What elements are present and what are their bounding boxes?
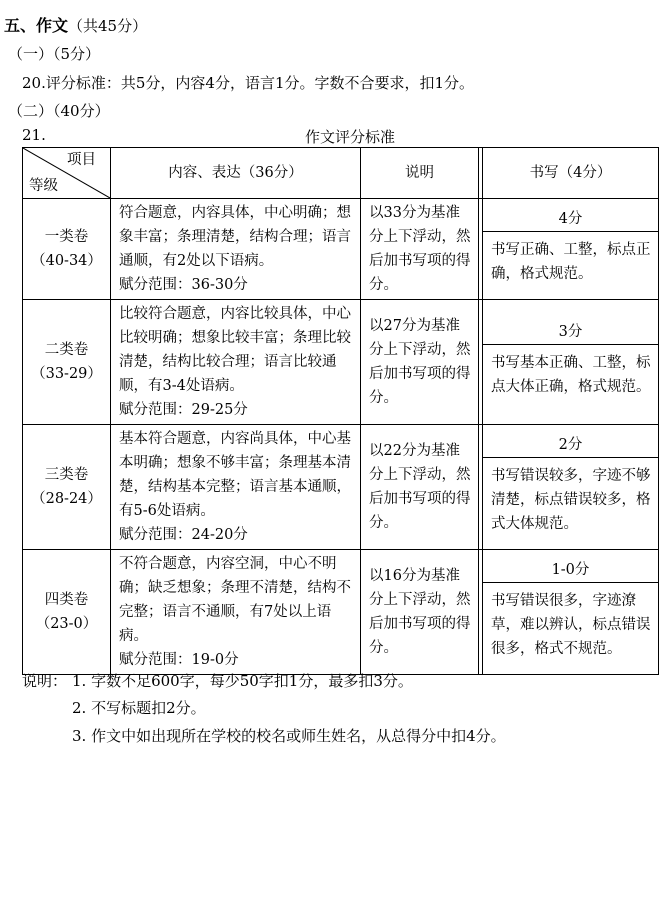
writing-cell xyxy=(483,550,659,675)
grade-name: 三类卷 xyxy=(44,467,89,483)
content-cell xyxy=(111,199,361,300)
grade-name: 二类卷 xyxy=(44,342,89,358)
grade-range: （23-0） xyxy=(35,616,98,632)
writing-cell xyxy=(483,425,659,550)
note-item: 2. 不写标题扣2分。 xyxy=(72,699,206,717)
grade-range: （28-24） xyxy=(31,491,102,507)
writing-desc: 书写错误很多，字迹潦草，难以辨认，标点错误很多，格式不规范。 xyxy=(491,592,651,657)
section-title: 五、作文 xyxy=(4,16,69,35)
header-writing: 书写（4分） xyxy=(483,148,659,199)
content-score: 赋分范围：24-20分 xyxy=(119,527,248,543)
content-score: 赋分范围：36-30分 xyxy=(119,277,248,293)
content-cell xyxy=(111,300,361,425)
writing-desc: 书写基本正确、工整，标点大体正确，格式规范。 xyxy=(491,354,651,395)
part1-label: （一）（5分） xyxy=(8,45,101,63)
writing-cell xyxy=(483,199,659,300)
grade-range: （40-34） xyxy=(31,253,102,269)
table-title: 作文评分标准 xyxy=(305,128,396,146)
part1-item: 20.评分标准：共5分，内容4分，语言1分。字数不合要求，扣1分。 xyxy=(22,74,475,92)
grade-range: （33-29） xyxy=(31,366,102,382)
content-score: 赋分范围：29-25分 xyxy=(119,402,248,418)
rubric-table xyxy=(22,147,659,675)
content-score: 赋分范围：19-0分 xyxy=(119,652,239,668)
content-text: 比较符合题意，内容比较具体，中心比较明确；想象比较丰富；条理比较清楚，结构比较合理；语言比较通顺，有3-4处语病。 xyxy=(119,306,351,394)
writing-score: 4分 xyxy=(483,207,658,232)
section-heading xyxy=(4,13,147,36)
table-header-row xyxy=(23,148,659,199)
table-row xyxy=(23,199,659,300)
writing-cell xyxy=(483,300,659,425)
writing-desc: 书写正确、工整，标点正确，格式规范。 xyxy=(491,241,651,282)
writing-score: 2分 xyxy=(483,433,658,458)
note-cell: 以22分为基准分上下浮动，然后加书写项的得分。 xyxy=(361,425,479,550)
table-row xyxy=(23,550,659,675)
note-item: 3. 作文中如出现所在学校的校名或师生姓名，从总得分中扣4分。 xyxy=(72,727,506,745)
content-cell xyxy=(111,550,361,675)
table-row xyxy=(23,425,659,550)
note-item: 1. 字数不足600字，每少50字扣1分，最多扣3分。 xyxy=(72,672,413,690)
note-cell: 以27分为基准分上下浮动，然后加书写项的得分。 xyxy=(361,300,479,425)
diagonal-header-cell xyxy=(23,148,111,199)
header-item: 项目 xyxy=(67,152,96,168)
grade-cell xyxy=(23,300,111,425)
header-note: 说明 xyxy=(361,148,479,199)
table-row xyxy=(23,300,659,425)
content-cell xyxy=(111,425,361,550)
writing-score: 1-0分 xyxy=(483,558,658,583)
header-content: 内容、表达（36分） xyxy=(111,148,361,199)
header-grade: 等级 xyxy=(29,178,58,194)
item-number: 21. xyxy=(22,126,46,144)
content-text: 不符合题意，内容空洞，中心不明确；缺乏想象；条理不清楚，结构不完整；语言不通顺，有7处以上语病。 xyxy=(119,556,351,644)
writing-score: 3分 xyxy=(483,320,658,345)
note-cell: 以33分为基准分上下浮动，然后加书写项的得分。 xyxy=(361,199,479,300)
content-text: 符合题意，内容具体，中心明确；想象丰富；条理清楚，结构合理；语言通顺，有2处以下语病。 xyxy=(119,205,351,269)
grade-name: 四类卷 xyxy=(44,592,89,608)
grade-cell xyxy=(23,550,111,675)
part2-label: （二）（40分） xyxy=(8,102,110,120)
note-cell: 以16分为基准分上下浮动，然后加书写项的得分。 xyxy=(361,550,479,675)
notes-label: 说明： xyxy=(22,672,68,690)
content-text: 基本符合题意，内容尚具体，中心基本明确；想象不够丰富；条理基本清楚，结构基本完整；语言基本通顺，有5-6处语病。 xyxy=(119,431,351,519)
writing-desc: 书写错误较多，字迹不够清楚，标点错误较多，格式大体规范。 xyxy=(491,467,651,532)
grade-cell xyxy=(23,199,111,300)
section-points: （共45分） xyxy=(68,17,148,35)
grade-cell xyxy=(23,425,111,550)
grade-name: 一类卷 xyxy=(44,229,89,245)
